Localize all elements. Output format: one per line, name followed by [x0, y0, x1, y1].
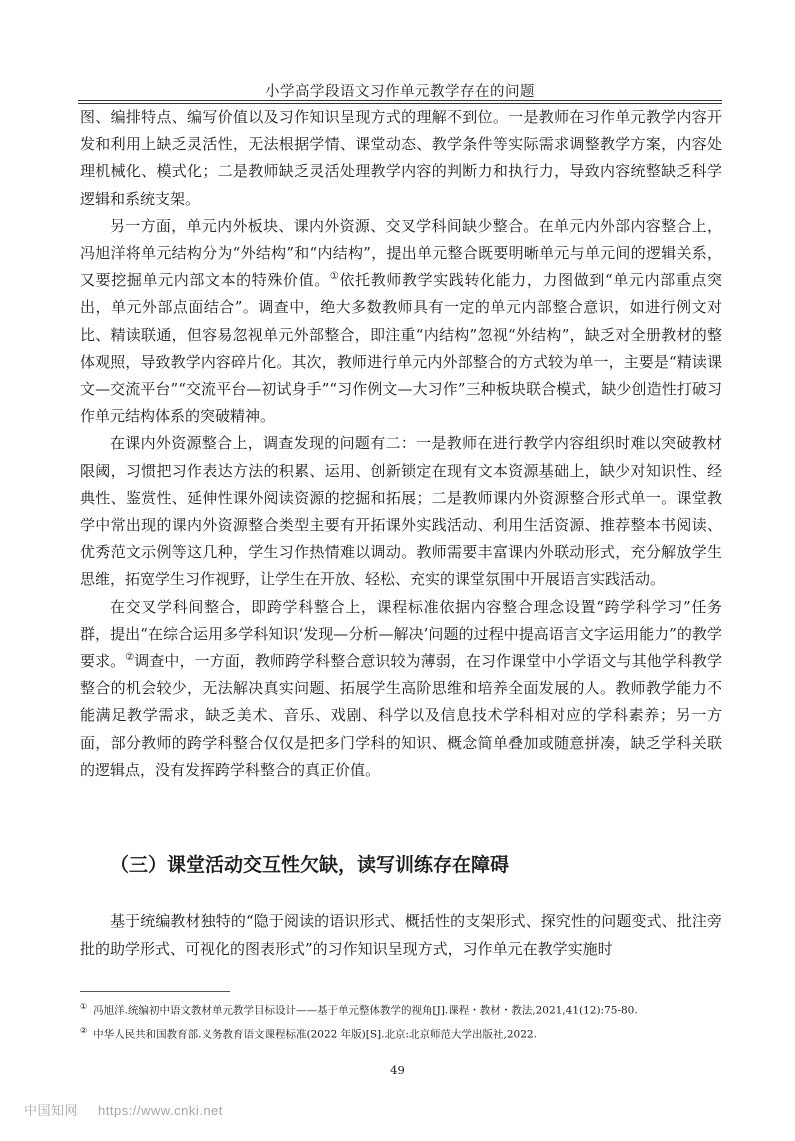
paragraph-2-part-a: 另一方面，单元内外板块、课内外资源、交叉学科间缺少整合。在单元内外部内容整合上，冯旭洋将单元结构分为“外结构”和“内结构”，提出单元整合既要明晰单元与单元间的逻辑关系，又要挖掘单元内部文本的特殊价值。 — [80, 216, 722, 290]
footnote-separator — [80, 991, 230, 992]
section-heading: （三）课堂活动交互性欠缺，读写训练存在障碍 — [110, 854, 510, 876]
footnote-ref-1[interactable]: ① — [329, 271, 340, 283]
watermark-brand: 中国知网 — [24, 1103, 79, 1118]
page-number: 49 — [390, 1063, 405, 1077]
paragraph-4-part-b: 调查中，一方面，教师跨学科整合意识较为薄弱，在习作课堂中小学语文与其他学科教学整合的机会较少，无法解决真实问题、拓展学生高阶思维和培养全面发展的人。教师教学能力不能满足教学需求，缺乏美术、音乐、戏剧、科学以及信息技术学科相对应的学科素养；另一方面，部分教师的跨学科整合仅仅是把多门学科的知识、概念简单叠加或随意拼凑，缺乏学科关联的逻辑点，没有发挥跨学科整合的真正价值。 — [80, 652, 722, 779]
paragraph-2 — [80, 213, 722, 431]
footnote-2 — [80, 1021, 740, 1045]
header-rule-top — [78, 100, 722, 101]
paragraph-2-part-b: 依托教师教学实践转化能力，力图做到“单元内部重点突出，单元外部点面结合”。调查中，绝大多数教师具有一定的单元内部整合意识，如进行例文对比、精读联通，但容易忽视单元外部整合，即注重“内结构”忽视“外结构”，缺乏对全册教材的整体观照，导致教学内容碎片化。其次，教师进行单元内外部整合的方式较为单一，主要是“精读课文—交流平台”“交流平台—初试身手”“习作例文—大习作”三种板块联合模式，缺少创造性打破习作单元结构体系的突破精神。 — [80, 271, 723, 426]
watermark-url[interactable]: https://www.cnki.net — [98, 1103, 223, 1118]
footnote-2-text: 中华人民共和国教育部.义务教育语文课程标准(2022 年版)[S].北京:北京师范大学出版社,2022. — [93, 1028, 537, 1040]
paragraph-4-part-a: 在交叉学科间整合，即跨学科整合上，课程标准依据内容整合理念设置“跨学科学习”任务群，提出“在综合运用多学科知识‘发现—分析—解决’问题的过程中提高语言文字运用能力”的教学要求。 — [80, 597, 722, 671]
paragraph-5: 基于统编教材独特的“隐于阅读的语识形式、概括性的支架形式、探究性的问题变式、批注旁批的助学形式、可视化的图表形式”的习作知识呈现方式，习作单元在教学实施时 — [80, 912, 722, 958]
footnote-1-text: 冯旭洋.统编初中语文教材单元教学目标设计——基于单元整体教学的视角[J].课程・教材・教法,2021,41(12):75-80. — [93, 1004, 638, 1017]
body-text-continued — [80, 908, 722, 963]
footnote-1 — [80, 997, 740, 1021]
footnotes — [80, 997, 740, 1044]
paragraph-4 — [80, 594, 722, 784]
cnki-watermark — [24, 1100, 223, 1119]
running-head-title: 小学高学段语文习作单元教学存在的问题 — [265, 84, 535, 100]
body-text — [80, 104, 722, 784]
footnote-2-mark: ② — [80, 1025, 88, 1035]
footnote-1-mark: ① — [80, 1002, 88, 1011]
paragraph-3: 在课内外资源整合上，调查发现的问题有二：一是教师在进行教学内容组织时难以突破教材限阈，习惯把习作表达方法的积累、运用、创新锁定在现有文本资源基础上，缺少对知识性、经典性、鉴赏性、延伸性课外阅读资源的挖掘和拓展；二是教师课内外资源整合形式单一。课堂教学中常出现的课内外资源整合类型主要有开拓课外实践活动、利用生活资源、推荐整本书阅读、优秀范文示例等这几种，学生习作热情难以调动。教师需要丰富课内外联动形式，充分解放学生思维，拓宽学生习作视野，让学生在开放、轻松、充实的课堂氛围中开展语言实践活动。 — [80, 434, 722, 589]
footnote-ref-2[interactable]: ② — [125, 652, 135, 664]
paragraph-1: 图、编排特点、编写价值以及习作知识呈现方式的理解不到位。一是教师在习作单元教学内容开发和利用上缺乏灵活性，无法根据学情、课堂动态、教学条件等实际需求调整教学方案，内容处理机械化、模式化；二是教师缺乏灵活处理教学内容的判断力和执行力，导致内容统整缺乏科学逻辑和系统支架。 — [80, 108, 722, 208]
